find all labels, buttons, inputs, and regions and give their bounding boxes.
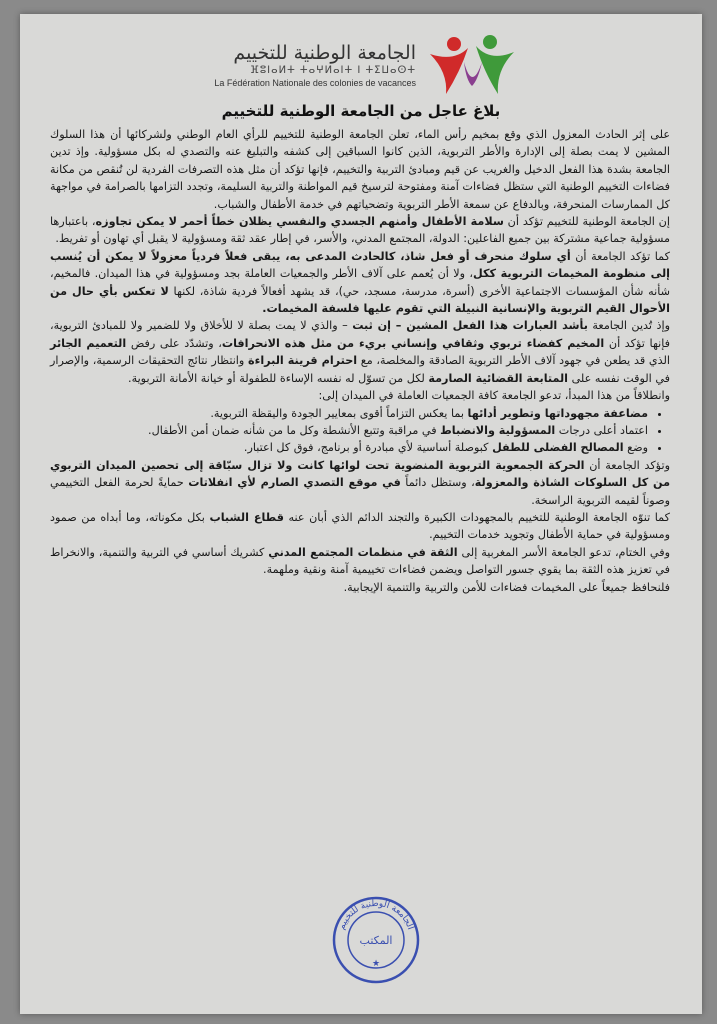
document-body — [50, 126, 670, 596]
official-stamp-icon — [330, 894, 422, 986]
paragraph-closing: فلنحافظ جميعاً على المخيمات فضاءات للأمن والتربية والتنمية الإيجابية. — [343, 580, 670, 594]
paragraph-call-to-associations: وانطلاقاً من هذا المبدأ، تدعو الجامعة كافة الجمعيات العاملة في الميدان إلى: — [318, 389, 670, 403]
svg-text:المكتب: المكتب — [359, 934, 393, 947]
document-title: بلاغ عاجل من الجامعة الوطنية للتخييم — [221, 102, 501, 120]
paragraph-conclusion: وفي الختام، تدعو الجامعة الأسر المغربية إلى الثقة في منظمات المجتمع المدني كشريك أساسي في التربية والتنمية، والانخراط في تعزيز هذه الثقة بما يقوي جسور التواصل ويضمن فضاءات تخييمية آمنة ونقية وملهمة. — [50, 545, 670, 577]
svg-text:الجامعة الوطنية للتخييم: الجامعة الوطنية للتخييم — [336, 898, 416, 932]
paragraph-associative-movement: وتؤكد الجامعة أن الحركة الجمعوية التربوية المنضوية تحت لوائها كانت ولا تزال سبّاقة إلى تحصين الميدان التربوي من كل السلوكات الشاذة والمعزولة، وستظل دائماً في موقع التصدي الصارم لأي انفلاتات حمايةً لحرمة الفعل التخييمي وصوناً لقيمه التربوية الراسخة. — [50, 458, 670, 507]
paragraph-intro: على إثر الحادث المعزول الذي وقع بمخيم رأس الماء، تعلن الجامعة الوطنية للتخييم للرأي العام الوطني ولشركائها أن هذا السلوك المشين لا يمت بصلة إلى الإدارة والأطر التربوية، الذين كانوا السباقين إلى كشفه والتبليغ عنه والتصدي له بكل مسؤولية. وإذ تدين الجامعة بشدة هذا الفعل الدخيل والغريب عن قيم ومبادئ التربية والتخييم، فإنها تؤكد أن مثل هذه التصرفات الفردية لن تُنقص من مكانة فضاءات التخييم الوطنية التي ستظل فضاءات آمنة ومفتوحة لترسيخ قيم المواطنة والتربية السليمة، وتجدد التزامها بالصرامة في مواجهة كل الممارسات المنحرفة، وبالدفاع عن سمعة الأطر التربوية وتضحياتهم في خدمة الأطفال والشباب. — [50, 128, 670, 211]
logo-tifinagh-name: ⴼⵓⵏⴰⵍⵜ ⵜⴰⵖⵍⴰⵏⵜ ⵏ ⵜⵉⵡⴰⵙⵜ — [250, 65, 416, 76]
svg-text:★: ★ — [371, 959, 381, 969]
document-page — [20, 14, 702, 1014]
paragraph-condemnation: وإذ تُدين الجامعة بأشد العبارات هذا الفعل المشين – إن ثبت – والذي لا يمت بصلة لا للأخلاق ولا للضمير ولا للمبادئ التربوية، فإنها تؤكد أن المخيم كفضاء تربوي وثقافي وإنساني بريء من مثل هذه الانحرافات، وتشدّد على رفض التعميم الجائر الذي قد يطعن في جهود آلاف الأطر التربوية الصادقة والمخلصة، مع احترام قرينة البراءة وانتظار نتائج التحقيقات الرسمية، والإصرار في الوقت نفسه على المتابعة القضائية الصارمة لكل من تسوّل له نفسه الإساءة للطفولة أو خيانة الأمانة التربوية. — [50, 319, 671, 385]
paragraph-child-safety: إن الجامعة الوطنية للتخييم تؤكد أن سلامة الأطفال وأمنهم الجسدي والنفسي يظلان خطاً أحمر لا يمكن تجاوزه، باعتبارها مسؤولية جماعية مشتركة بين جميع الفاعلين: الدولة، المجتمع المدني، والأسر، في إطار عقد ثقة ومسؤولية لا يقبل أي تهاون أو تفريط. — [50, 215, 670, 246]
logo-arabic-name: الجامعة الوطنية للتخييم — [233, 42, 416, 64]
list-item: • اعتماد أعلى درجات المسؤولية والانضباط في مراقبة وتتبع الأنشطة وكل ما من شأنه ضمان أمن الأطفال. — [50, 422, 648, 439]
list-item: • وضع المصالح الفضلى للطفل كبوصلة أساسية لأي مبادرة أو برنامج، فوق كل اعتبار. — [50, 439, 648, 456]
paragraph-youth-sector: كما تنوّه الجامعة الوطنية للتخييم بالمجهودات الكبيرة والتجند الدائم الذي أبان عنه قطاع الشباب بكل مكوناته، وما أبداه من صمود ومسؤولية في حماية الأطفال وتجويد خدمات التخييم. — [50, 510, 670, 542]
list-item: • مضاعفة مجهوداتها وتطوير أدائها بما يعكس التزاماً أقوى بمعايير الجودة واليقظة التربوية. — [50, 405, 648, 422]
federation-logo-icon — [424, 32, 520, 102]
logo-french-name: La Fédération Nationale des colonies de vacances — [214, 78, 416, 88]
recommendations-list — [50, 405, 670, 457]
paragraph-isolated-act: كما تؤكد الجامعة أن أي سلوك منحرف أو فعل شاذ، كالحادث المدعى به، يبقى فعلاً فردياً معزولاً لا يمكن أن يُنسب إلى منظومة المخيمات التربوية ككل، ولا أن يُعمم على آلاف الأطر والجمعيات العاملة بجد ومسؤولية في هذا الميدان. فالمخيم، شأنه شأن المؤسسات الاجتماعية الأخرى (أسرة، مدرسة، مسجد، حي)، قد يشهد أفعالاً فردية شاذة، لكنها لا تعكس بأي حال من الأحوال القيم التربوية والإنسانية النبيلة التي تقوم عليها فلسفة المخيمات. — [50, 249, 671, 316]
logo-text — [214, 42, 416, 89]
letterhead — [214, 36, 520, 106]
